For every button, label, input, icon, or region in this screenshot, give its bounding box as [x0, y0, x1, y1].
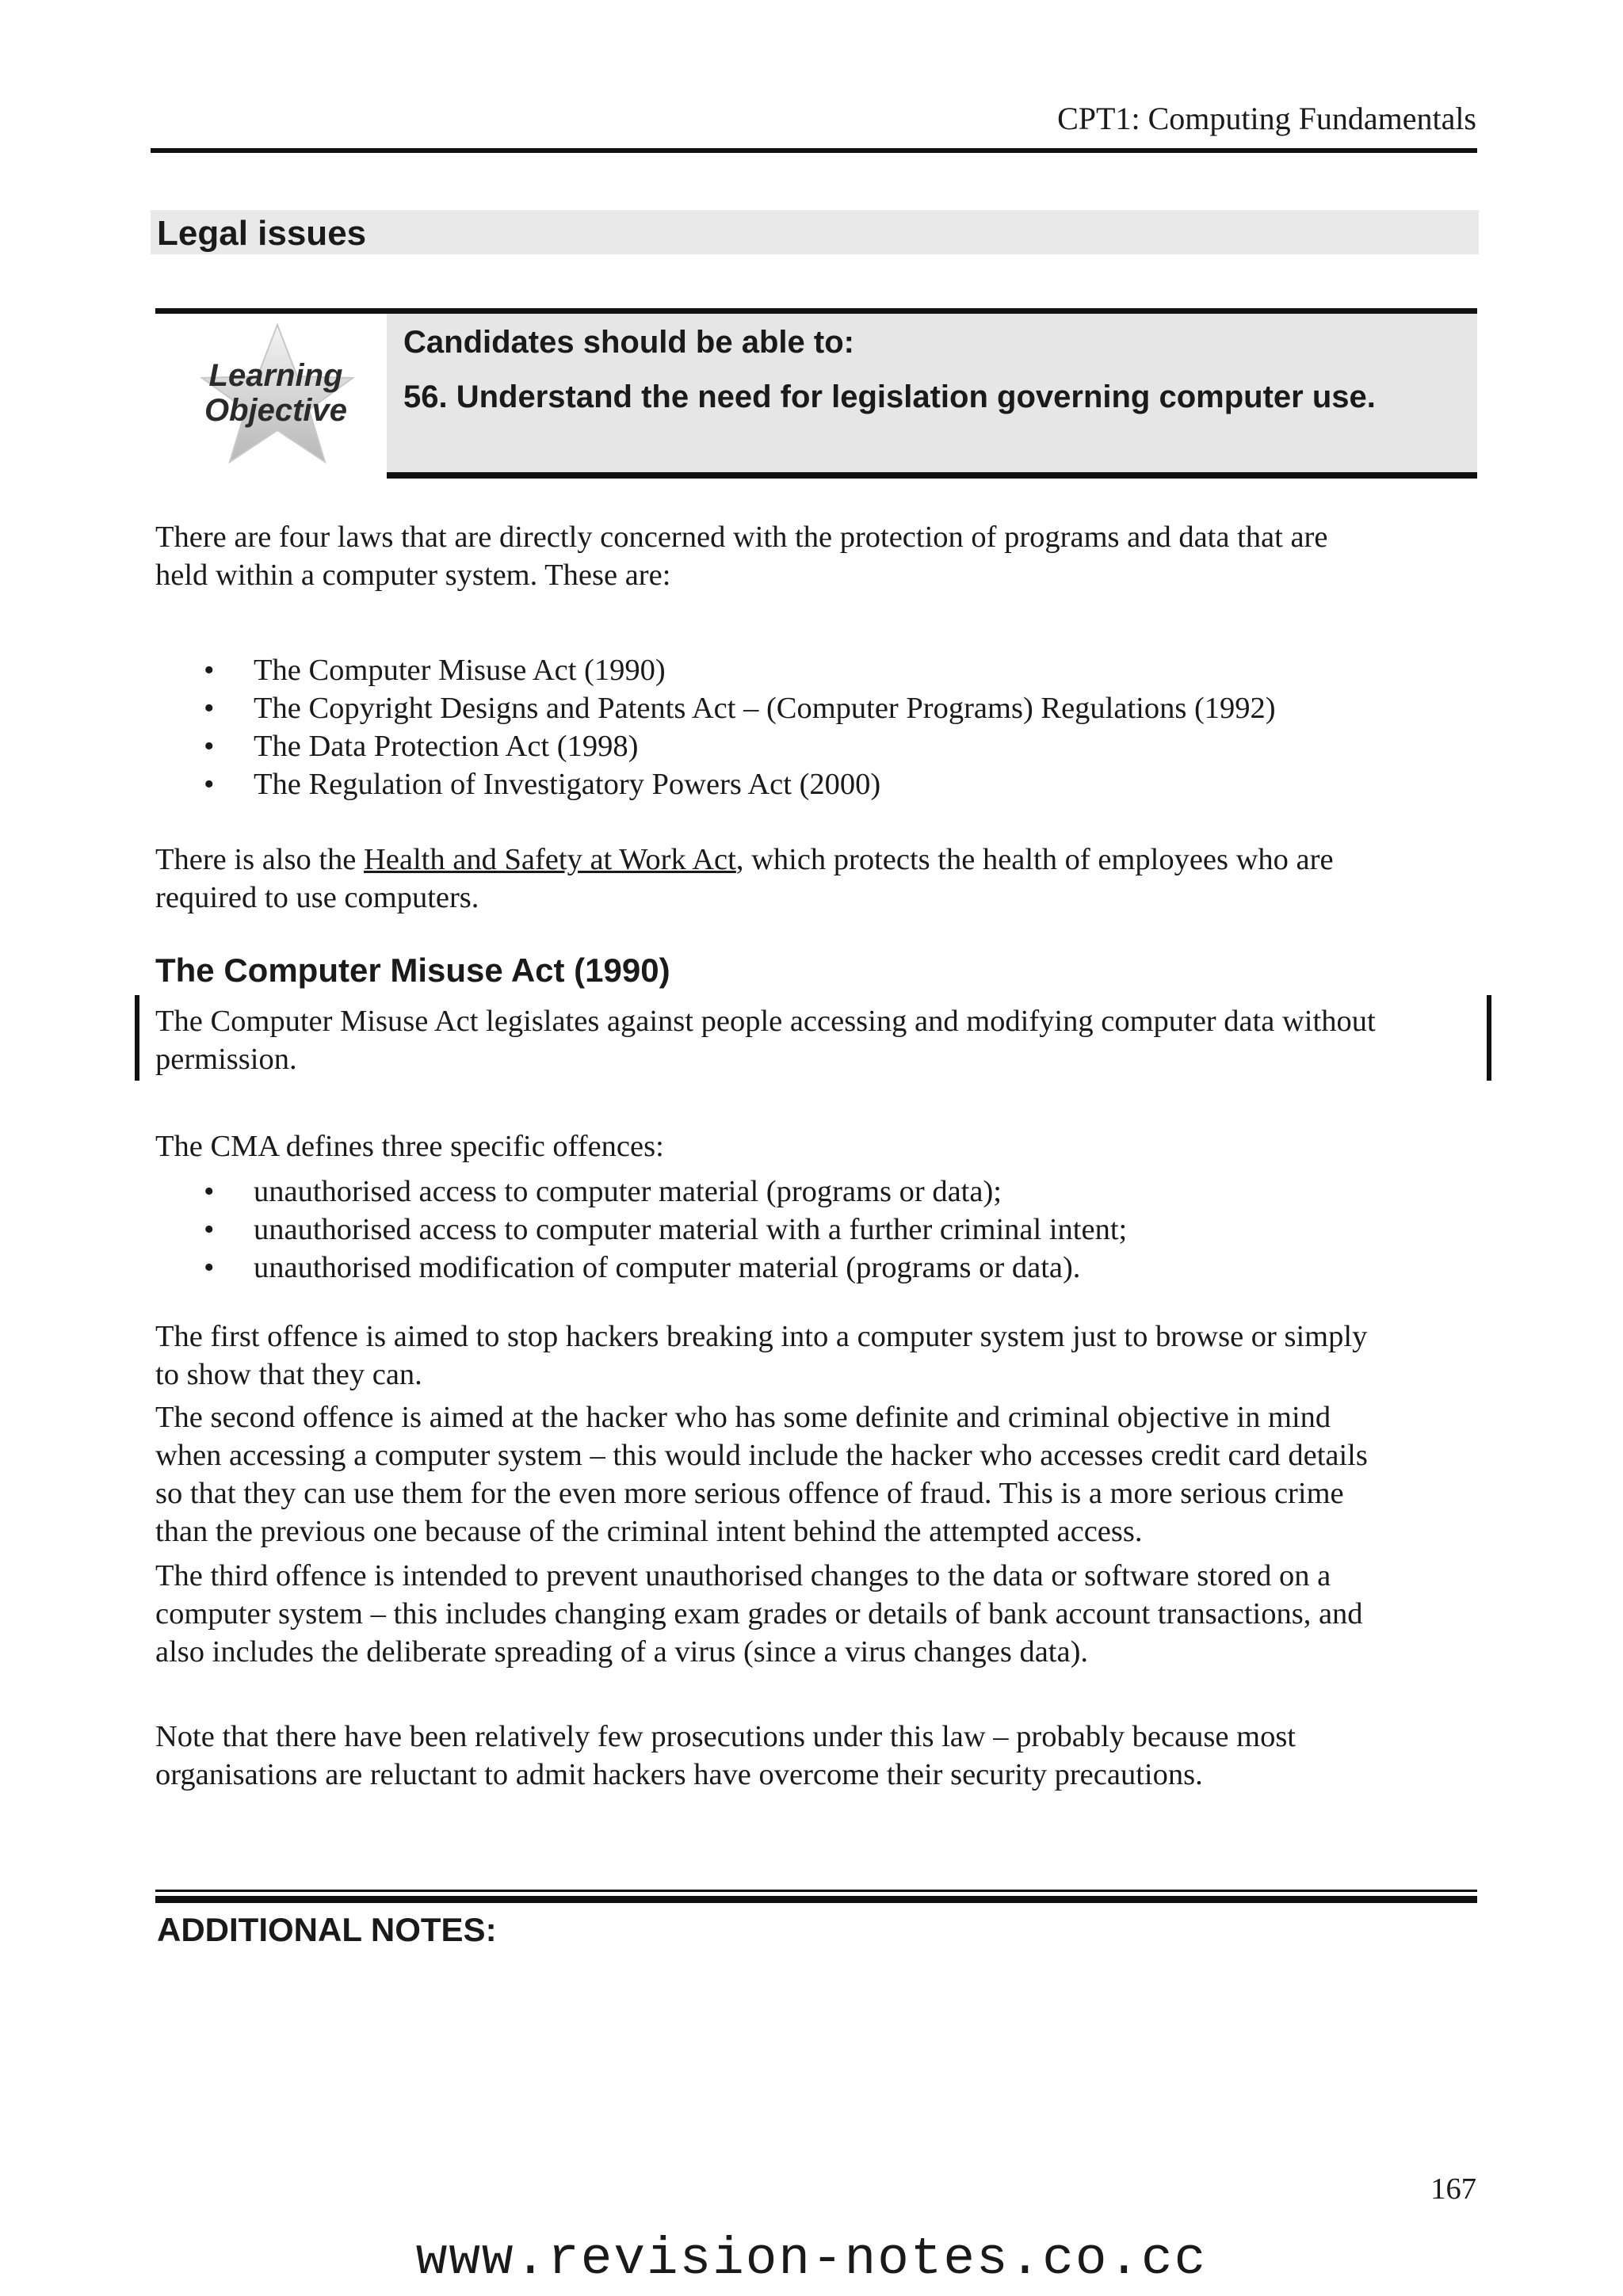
- objective-bottom-rule: [387, 472, 1477, 479]
- header-rule: [151, 148, 1477, 153]
- footer-url[interactable]: www.revision-notes.co.cc: [415, 2229, 1208, 2289]
- list-item: • The Regulation of Investigatory Powers Act (2000): [155, 765, 1487, 803]
- change-bar-right: [1487, 995, 1491, 1081]
- health-paragraph: There is also the Health and Safety at Work Act, which protects the health of employees who are required to use computers.: [155, 843, 1334, 914]
- first-offence-paragraph: The first offence is aimed to stop hackers breaking into a computer system just to browse or simply to show that they can.: [155, 1320, 1368, 1391]
- bullet-icon: •: [204, 692, 215, 725]
- objective-text: Objective: [204, 393, 348, 428]
- notes-rule-thick: [155, 1896, 1477, 1903]
- note-paragraph: Note that there have been relatively few prosecutions under this law – probably because most organisations are reluctant to admit hackers have overcome their security precautions.: [155, 1720, 1296, 1791]
- section-band: [151, 210, 1479, 254]
- list-item: • unauthorised access to computer material with a further criminal intent;: [155, 1211, 1487, 1249]
- list-item: • The Copyright Designs and Patents Act – (Computer Programs) Regulations (1992): [155, 689, 1487, 727]
- bullet-icon: •: [204, 1251, 215, 1284]
- bullet-icon: •: [204, 1213, 215, 1246]
- bullet-icon: •: [204, 730, 215, 763]
- offences-intro: The CMA defines three specific offences:: [155, 1130, 664, 1163]
- learning-objective-star-icon: [190, 321, 365, 463]
- offences-list: [155, 1173, 1487, 1287]
- list-item: • unauthorised access to computer material (programs or data);: [155, 1173, 1487, 1211]
- list-item: • The Computer Misuse Act (1990): [155, 651, 1487, 689]
- additional-notes-title: ADDITIONAL NOTES:: [157, 1911, 497, 1948]
- laws-list: [155, 651, 1487, 803]
- change-bar-left: [135, 995, 139, 1081]
- intro-line-2: held within a computer system. These are:: [155, 559, 671, 592]
- objective-top-rule: [155, 308, 1477, 314]
- bullet-icon: •: [204, 768, 215, 801]
- third-offence-paragraph: The third offence is intended to prevent unauthorised changes to the data or software stored on a computer system – this includes changing exam grades or details of bank account transactions, and also includes the deliberate spreading of a virus (since a virus changes data).: [155, 1559, 1363, 1669]
- learning-text: Learning: [208, 358, 343, 393]
- notes-rule-thin: [155, 1890, 1477, 1892]
- page-number: 167: [1430, 2172, 1476, 2206]
- health-safety-link[interactable]: Health and Safety at Work Act: [364, 843, 736, 876]
- running-header: CPT1: Computing Fundamentals: [1057, 101, 1476, 136]
- intro-paragraph: [155, 518, 1487, 594]
- cma-heading: The Computer Misuse Act (1990): [155, 952, 670, 989]
- objective-intro: Candidates should be able to:: [403, 325, 854, 360]
- intro-line-1: There are four laws that are directly concerned with the protection of programs and data that are: [155, 521, 1328, 554]
- list-item: • The Data Protection Act (1998): [155, 727, 1487, 765]
- bullet-icon: •: [204, 1175, 215, 1208]
- objective-item: 56. Understand the need for legislation governing computer use.: [403, 379, 1376, 414]
- bullet-icon: •: [204, 654, 215, 687]
- section-title: Legal issues: [157, 214, 367, 253]
- list-item: • unauthorised modification of computer material (programs or data).: [155, 1249, 1487, 1287]
- second-offence-paragraph: The second offence is aimed at the hacker who has some definite and criminal objective in mind when accessing a computer system – this would include the hacker who accesses credit card details so that they can use them for the even more serious offence of fraud. This is a more serious crime than the previous one because of the criminal intent behind the attempted access.: [155, 1401, 1368, 1548]
- cma-definition: The Computer Misuse Act legislates against people accessing and modifying computer data without permission.: [155, 1005, 1376, 1076]
